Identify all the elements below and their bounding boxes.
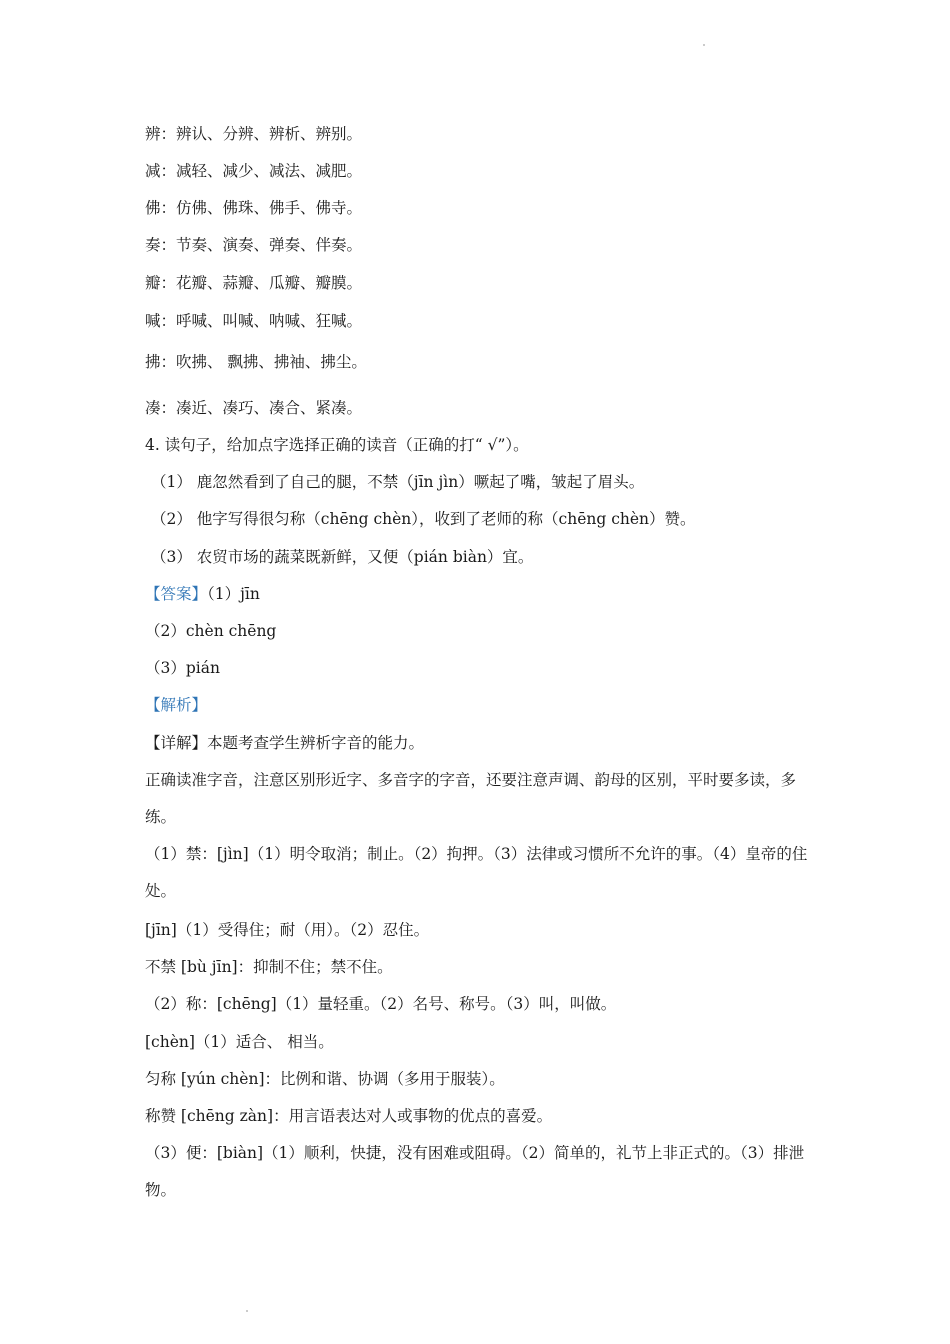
vocab-line-5: 瓣：花瓣、蒜瓣、瓜瓣、瓣膜。	[145, 274, 363, 292]
analysis-line-3: [jīn]（1）受得住；耐（用）。（2）忍住。	[145, 921, 430, 939]
vocab-line-7: 拂：吹拂、 飘拂、拂袖、拂尘。	[145, 353, 367, 371]
analysis-line-6: [chèn]（1）适合、 相当。	[145, 1033, 334, 1051]
question-item-1: （1） 鹿忽然看到了自己的腿，不禁（jīn jìn）噘起了嘴，皱起了眉头。	[151, 473, 645, 491]
analysis-para-2: （1）禁：[jìn]（1）明令取消；制止。（2）拘押。（3）法律或习惯所不允许的事。（4）皇帝的住处。	[145, 845, 808, 900]
page-mark-top	[703, 44, 705, 46]
answer-line-1	[145, 583, 815, 605]
page-mark-bottom	[246, 1310, 248, 1312]
vocab-line-2: 减：减轻、减少、减法、减肥。	[145, 162, 363, 180]
vocab-line-1: 辨：辨认、分辨、辨析、辨别。	[145, 125, 363, 143]
analysis-label: 【解析】	[145, 696, 208, 714]
analysis-para-1: 正确读准字音，注意区别形近字、多音字的字音，还要注意声调、韵母的区别，平时要多读，多练。	[145, 771, 797, 826]
analysis-line-7: 匀称 [yún chèn]：比例和谐、协调（多用于服装）。	[145, 1070, 505, 1088]
vocab-line-8: 凑：凑近、凑巧、凑合、紧凑。	[145, 399, 363, 417]
question-title: 4. 读句子，给加点字选择正确的读音（正确的打“ √”）。	[145, 436, 529, 454]
vocab-line-4: 奏：节奏、演奏、弹奏、伴奏。	[145, 236, 363, 254]
analysis-para-9: （3）便：[biàn]（1）顺利，快捷，没有困难或阻碍。（2）简单的，礼节上非正式的。（3）排泄物。	[145, 1144, 805, 1199]
analysis-line-8: 称赞 [chēng zàn]：用言语表达对人或事物的优点的喜爱。	[145, 1107, 553, 1125]
answer-line-3: （3）pián	[145, 659, 220, 677]
analysis-line-4: 不禁 [bù jīn]：抑制不住；禁不住。	[145, 958, 393, 976]
analysis-line-5: （2）称：[chēng]（1）量轻重。（2）名号、称号。（3）叫，叫做。	[145, 995, 617, 1013]
vocab-line-6: 喊：呼喊、叫喊、呐喊、狂喊。	[145, 312, 363, 330]
question-item-2: （2） 他字写得很匀称（chēng chèn），收到了老师的称（chēng chèn）赞。	[151, 510, 696, 528]
question-item-3: （3） 农贸市场的蔬菜既新鲜，又便（pián biàn）宜。	[151, 548, 534, 566]
answer-line-2: （2）chèn chēng	[145, 622, 277, 640]
answer-text-1: （1）jīn	[207, 585, 260, 603]
analysis-detail: 【详解】本题考查学生辨析字音的能力。	[145, 734, 425, 752]
answer-label: 【答案】	[145, 585, 208, 603]
vocab-line-3: 佛：仿佛、佛珠、佛手、佛寺。	[145, 199, 363, 217]
